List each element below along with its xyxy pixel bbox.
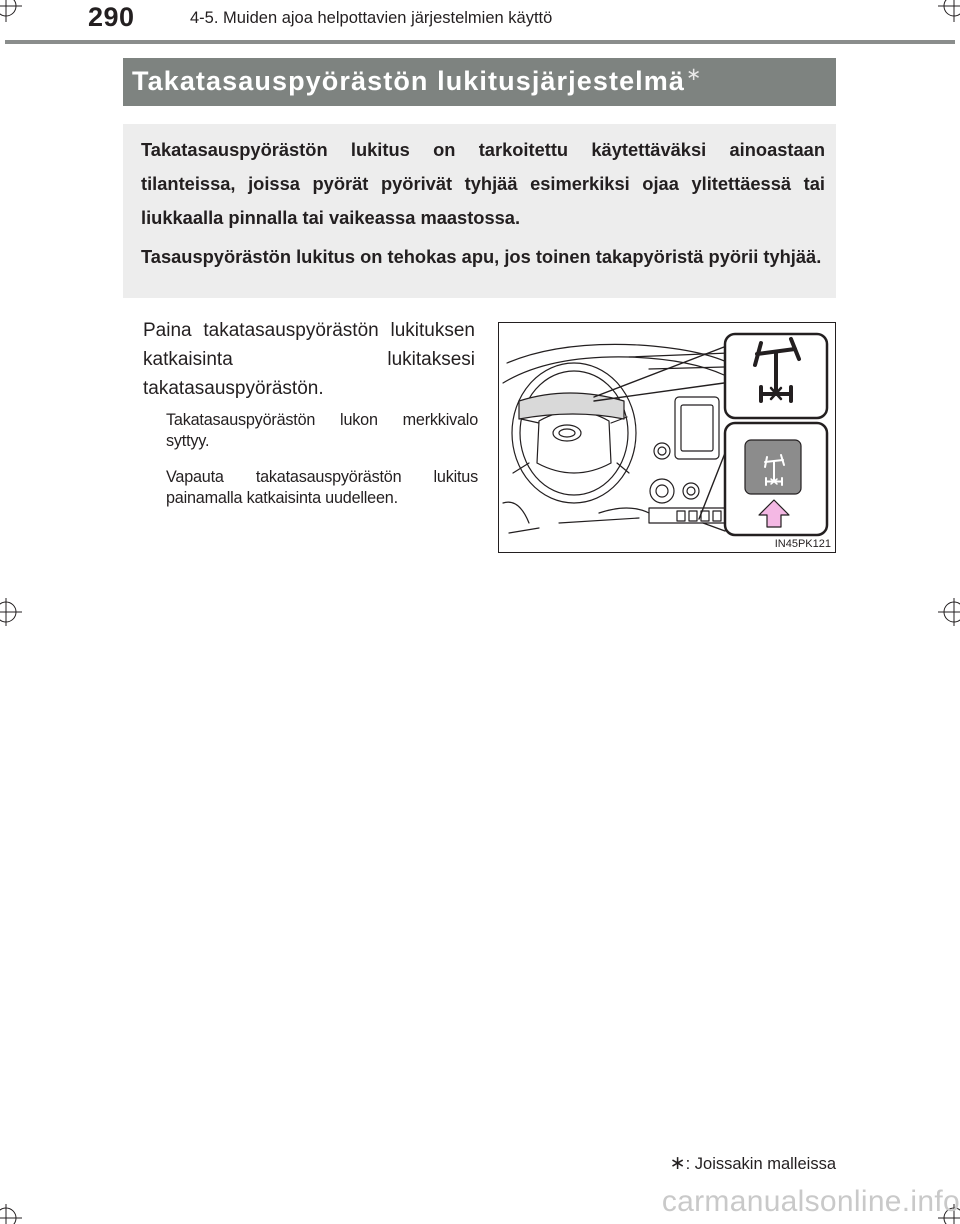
figure-code: IN45PK121 <box>774 538 831 550</box>
chapter-title: 4-5. Muiden ajoa helpottavien järjestelmien käyttö <box>190 9 553 27</box>
section-title-text: Takatasauspyörästön lukitusjärjestelmä <box>132 66 686 96</box>
footnote-mark: ∗ <box>669 1153 686 1174</box>
intro-paragraph-1: Takatasauspyörästön lukitus on tarkoitettu käytettäväksi ainoastaan tilanteissa, joissa pyörät pyörivät tyhjää esimerkiksi ojaa ylitettäessä tai liukkaalla pinnalla tai vaikeassa maastossa. <box>141 139 825 228</box>
section-heading-bar <box>123 58 836 106</box>
dashboard-drawing <box>499 323 835 552</box>
footnote <box>670 1152 836 1175</box>
instruction-text: Paina takatasauspyörästön lukituksen katkaisinta lukitaksesi takatasauspyörästön. <box>143 320 475 399</box>
bullet-release-text: Vapauta takatasauspyörästön lukitus painamalla katkaisinta uudelleen. <box>166 468 478 507</box>
intro-box <box>123 124 836 298</box>
footnote-text: : Joissakin malleissa <box>685 1155 836 1173</box>
diff-lock-switch <box>745 440 801 494</box>
section-title-footnote-mark: ∗ <box>686 64 703 84</box>
intro-paragraph-2: Tasauspyörästön lukitus on tehokas apu, jos toinen takapyöristä pyörii tyhjää. <box>141 246 822 267</box>
section-title <box>132 64 702 97</box>
bullet-indicator-text: Takatasauspyörästön lukon merkkivalo syttyy. <box>166 411 478 450</box>
dashboard-illustration <box>498 322 836 553</box>
page-number: 290 <box>88 2 135 32</box>
watermark: carmanualsonline.info <box>661 1185 960 1218</box>
header-divider <box>5 40 955 44</box>
